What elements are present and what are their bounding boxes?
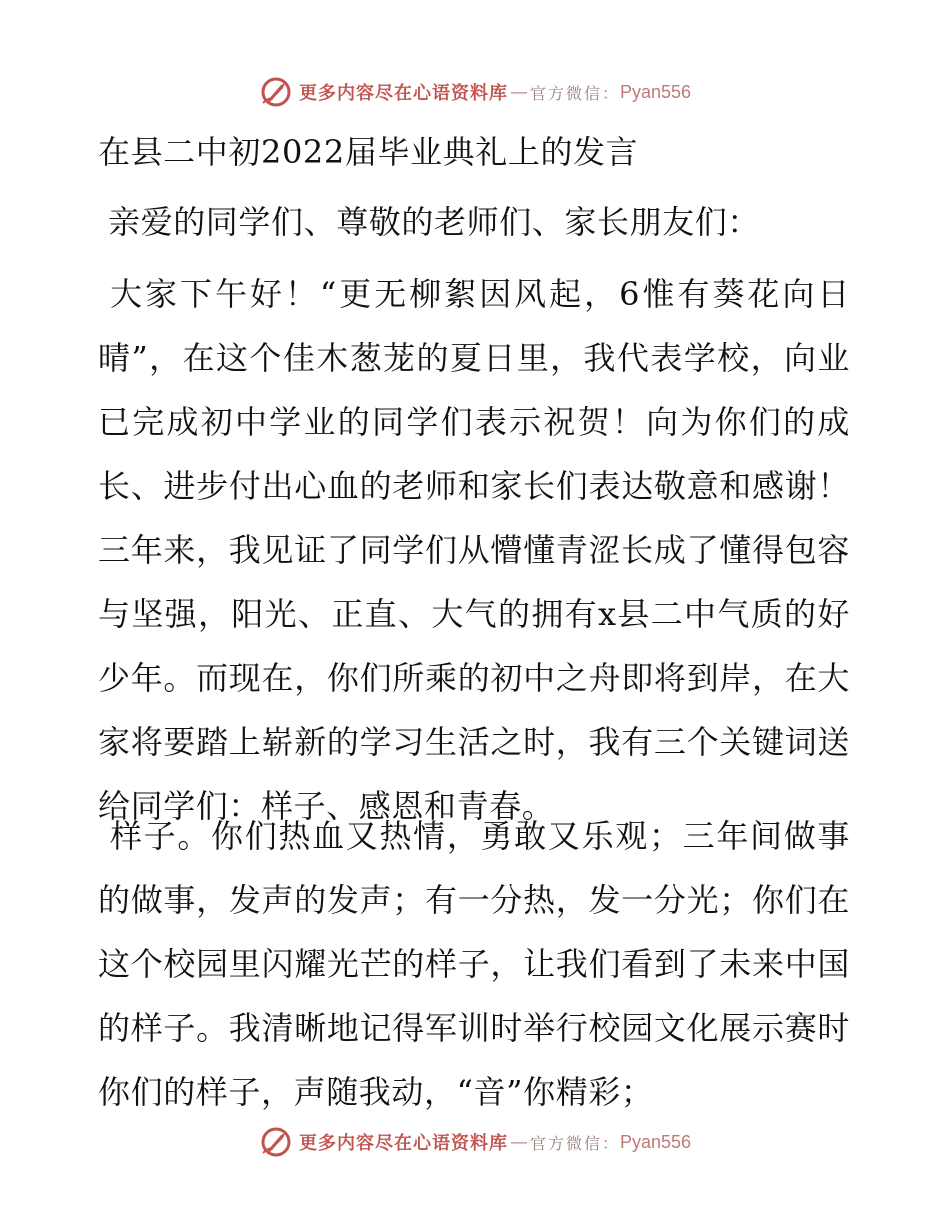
watermark-main-text: 更多内容尽在心语资料库 bbox=[298, 83, 508, 104]
watermark-main-text: 更多内容尽在心语资料库 bbox=[298, 1133, 508, 1154]
watermark-wechat-id: Pyan556 bbox=[619, 1131, 692, 1152]
quill-logo-icon bbox=[259, 1125, 293, 1159]
watermark-separator: — bbox=[509, 81, 528, 103]
quill-logo-icon bbox=[259, 75, 293, 109]
watermark-label: 官方微信： bbox=[529, 1133, 620, 1153]
watermark-wechat-id: Pyan556 bbox=[619, 81, 692, 102]
salutation: 亲爱的同学们、尊敬的老师们、家长朋友们： bbox=[108, 203, 761, 241]
watermark-header bbox=[0, 72, 950, 112]
watermark-label: 官方微信： bbox=[529, 83, 620, 103]
paragraph-1: 大家下午好！“更无柳絮因风起，6惟有葵花向日晴”，在这个佳木葱茏的夏日里，我代表学校，向业已完成初中学业的同学们表示祝贺！向为你们的成长、进步付出心血的老师和家长们表达敬意和感谢！三年来，我见证了同学们从懵懂青涩长成了懂得包容与坚强，阳光、正直、大气的拥有x县二中气质的好少年。而现在，你们所乘的初中之舟即将到岸，在大家将要踏上崭新的学习生活之时，我有三个关键词送给同学们：样子、感恩和青春。 bbox=[98, 275, 850, 825]
paragraph-2: 样子。你们热血又热情，勇敢又乐观；三年间做事的做事，发声的发声；有一分热，发一分光；你们在这个校园里闪耀光芒的样子，让我们看到了未来中国的样子。我清晰地记得军训时举行校园文化展示赛时你们的样子，声随我动，“音”你精彩； bbox=[98, 817, 850, 1111]
watermark-footer bbox=[0, 1122, 950, 1162]
document-title: 在县二中初2022届毕业典礼上的发言 bbox=[98, 133, 639, 171]
watermark-separator: — bbox=[509, 1131, 528, 1153]
